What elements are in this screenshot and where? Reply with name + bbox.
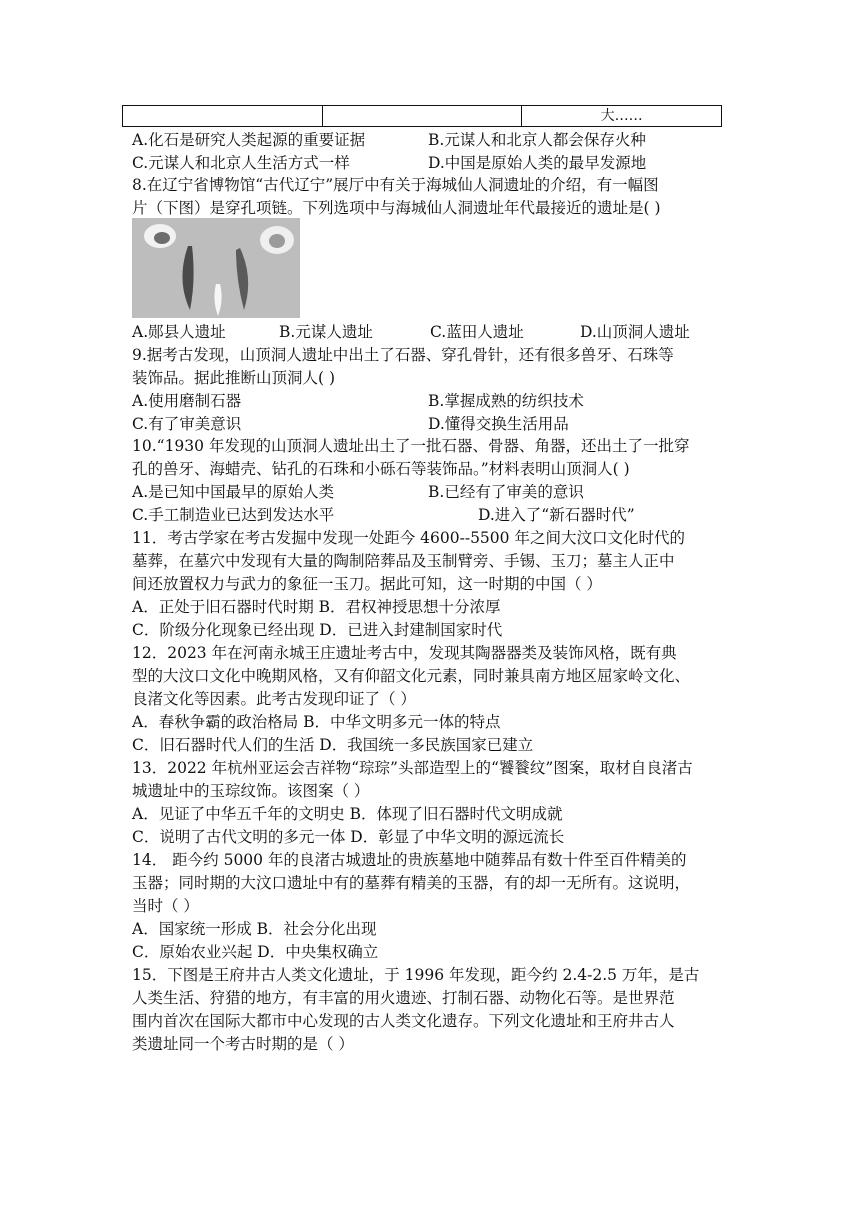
q15-stem-line: 围内首次在国际大都市中心发现的古人类文化遗存。下列文化遗址和王府井古人 — [132, 1012, 675, 1030]
q12-stem-line: 良渚文化等因素。此考古发现印证了（ ） — [132, 690, 416, 708]
q15-stem-line: 15．下图是王府井古人类文化遗址，于 1996 年发现，距今约 2.4-2.5 万年，是古 — [132, 966, 700, 984]
q13-stem-line: 城遗址中的玉琮纹饰。该图案（ ） — [132, 782, 370, 800]
q14-stem-line: 14． 距今约 5000 年的良渚古城遗址的贵族墓地中随葬品有数十件至百件精美的 — [132, 851, 687, 869]
q14-stem-line: 当时（ ） — [132, 897, 199, 915]
q9-stem-line: 9.据考古发现，山顶洞人遗址中出土了石器、穿孔骨针，还有很多兽牙、石珠等 — [132, 346, 674, 364]
perforated-necklace-photo — [132, 218, 300, 318]
q13-stem-line: 13．2022 年杭州亚运会吉祥物“琮琮”头部造型上的“饕餮纹”图案，取材自良渚古 — [132, 759, 693, 777]
q15-stem-line: 类遗址同一个考古时期的是（ ） — [132, 1035, 354, 1053]
q9-option-b: B.掌握成熟的纺织技术 — [428, 392, 584, 410]
q8-option-b: B.元谋人遗址 — [279, 323, 373, 341]
q8-stem-line: 片（下图）是穿孔项链。下列选项中与海城仙人洞遗址年代最接近的遗址是( ) — [132, 199, 661, 217]
q12-stem-line: 12．2023 年在河南永城王庄遗址考古中，发现其陶器器类及装饰风格，既有典 — [132, 644, 677, 662]
q10-option-d: D.进入了“新石器时代” — [478, 506, 635, 524]
q14-options-cd: C．原始农业兴起 D．中央集权确立 — [132, 943, 379, 961]
q10-option-a: A.是已知中国最早的原始人类 — [132, 483, 335, 501]
q9-option-c: C.有了审美意识 — [132, 415, 242, 433]
q12-options-cd: C．旧石器时代人们的生活 D．我国统一多民族国家已建立 — [132, 736, 534, 754]
q7-option-b: B.元谋人和北京人都会保存火种 — [428, 131, 646, 149]
q8-option-d: D.山顶洞人遗址 — [580, 323, 690, 341]
q10-option-b: B.已经有了审美的意识 — [428, 483, 584, 501]
q10-stem-line: 孔的兽牙、海蜡壳、钻孔的石珠和小砾石等装饰品。”材料表明山顶洞人( ) — [132, 460, 630, 478]
q10-stem-line: 10.“1930 年发现的山顶洞人遗址出土了一批石器、骨器、角器，还出土了一批穿 — [132, 437, 690, 455]
q12-options-ab: A．春秋争霸的政治格局 B．中华文明多元一体的特点 — [132, 713, 501, 731]
q7-option-d: D.中国是原始人类的最早发源地 — [428, 154, 647, 172]
q13-options-ab: A．见证了中华五千年的文明史 B．体现了旧石器时代文明成就 — [132, 805, 563, 823]
q11-stem-line: 11．考古学家在考古发掘中发现一处距今 4600--5500 年之间大汶口文化时代的 — [132, 529, 685, 547]
q13-options-cd: C．说明了古代文明的多元一体 D．彰显了中华文明的源远流长 — [132, 828, 565, 846]
table-cell — [123, 106, 323, 126]
q14-stem-line: 玉器；同时期的大汶口遗址中有的墓葬有精美的玉器，有的却一无所有。这说明， — [132, 874, 691, 892]
q9-stem-line: 装饰品。据此推断山顶洞人( ) — [132, 369, 336, 387]
q11-options-cd: C．阶级分化现象已经出现 D．已进入封建制国家时代 — [132, 621, 503, 639]
q8-option-a: A.郧县人遗址 — [132, 323, 226, 341]
answer-table-fragment — [122, 105, 722, 127]
table-cell: 大…… — [600, 108, 643, 124]
table-cell — [323, 106, 523, 126]
q12-stem-line: 型的大汶口文化中晚期风格，又有仰韶文化元素，同时兼具南方地区屈家岭文化、 — [132, 667, 691, 685]
q15-stem-line: 人类生活、狩猎的地方，有丰富的用火遗迹、打制石器、动物化石等。是世界范 — [132, 989, 675, 1007]
q14-options-ab: A．国家统一形成 B．社会分化出现 — [132, 920, 377, 938]
q11-stem-line: 间还放置权力与武力的象征一玉刀。据此可知，这一时期的中国（ ） — [132, 575, 602, 593]
q11-stem-line: 墓葬，在墓穴中发现有大量的陶制陪葬品及玉制臂旁、手锡、玉刀；墓主人正中 — [132, 552, 675, 570]
q7-option-c: C.元谋人和北京人生活方式一样 — [132, 154, 350, 172]
q10-option-c: C.手工制造业已达到发达水平 — [132, 506, 335, 524]
q7-option-a: A.化石是研究人类起源的重要证据 — [132, 131, 366, 149]
q9-option-a: A.使用磨制石器 — [132, 392, 242, 410]
q9-option-d: D.懂得交换生活用品 — [428, 415, 569, 433]
q8-stem-line: 8.在辽宁省博物馆“古代辽宁”展厅中有关于海城仙人洞遗址的介绍，有一幅图 — [132, 176, 659, 194]
q8-option-c: C.蓝田人遗址 — [430, 323, 524, 341]
q11-options-ab: A．正处于旧石器时代时期 B．君权神授思想十分浓厚 — [132, 598, 501, 616]
